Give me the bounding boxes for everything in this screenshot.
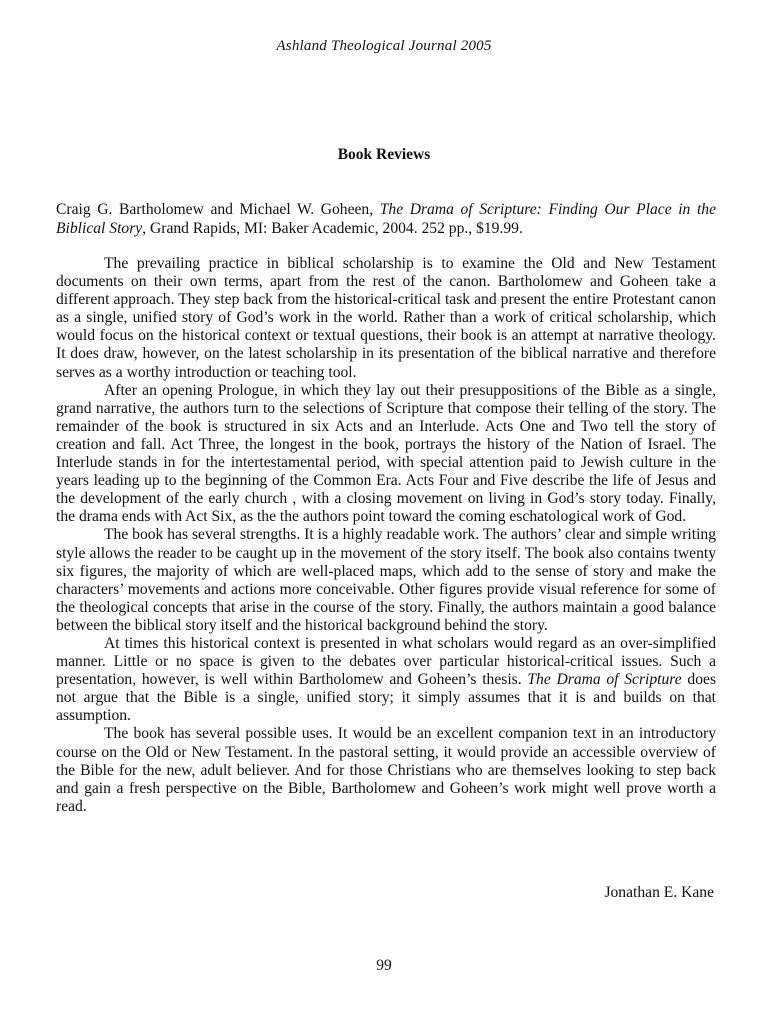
review-paragraph-4 xyxy=(56,635,716,725)
review-body xyxy=(56,255,716,816)
citation-authors: Craig G. Bartholomew and Michael W. Goheen, xyxy=(56,201,374,218)
paragraph-4-book-title: The Drama of Scripture xyxy=(527,671,682,689)
reviewer-signature: Jonathan E. Kane xyxy=(604,884,714,901)
review-paragraph-2: After an opening Prologue, in which they lay out their presuppositions of the Bible as a single, grand narrative, the authors turn to the selections of Scripture that compose their telling of the story. The remainder of the book is structured in six Acts and an Interlude. Acts One and Two tell the story of creation and fall. Act Three, the longest in the book, portrays the history of the Nation of Israel. The Interlude stands in for the intertestamental period, with special attention paid to Jewish culture in the years leading up to the beginning of the Common Era. Acts Four and Five describe the life of Jesus and the development of the early church , with a closing movement on living in God’s story today. Finally, the drama ends with Act Six, as the the authors point toward the coming eschatological work of God. xyxy=(56,381,716,526)
paragraph-4-text-start: At times this historical context is presented in what scholars would regard as an over-simplified manner. Little or no space is given to the debates over particular historical-critical issues. Such a presentation, however, is well within Bartholomew and Goheen’s thesis. xyxy=(56,634,716,689)
page-number: 99 xyxy=(376,957,392,974)
review-paragraph-1: The prevailing practice in biblical scholarship is to examine the Old and New Testament documents on their own terms, apart from the rest of the canon. Bartholomew and Goheen take a different approach. They step back from the historical-critical task and present the entire Protestant canon as a single, unified story of God’s work in the world. Rather than a work of critical scholarship, which would focus on the historical context or textual questions, their book is an attempt at narrative theology. It does draw, however, on the latest scholarship in its presentation of the biblical narrative and therefore serves as a worthy introduction or teaching tool. xyxy=(56,255,716,381)
citation-publication: , Grand Rapids, MI: Baker Academic, 2004. 252 pp., $19.99. xyxy=(142,219,523,237)
running-header: Ashland Theological Journal 2005 xyxy=(276,38,492,54)
section-title: Book Reviews xyxy=(337,146,431,163)
book-citation xyxy=(56,201,716,238)
review-paragraph-3: The book has several strengths. It is a highly readable work. The authors’ clear and simple writing style allows the reader to be caught up in the movement of the story itself. The book also contains twenty six figures, the majority of which are well-placed maps, which add to the sense of story and make the characters’ movements and actions more conceivable. Other figures provide visual reference for some of the theological concepts that arise in the course of the story. Finally, the authors maintain a good balance between the biblical story itself and the historical background behind the story. xyxy=(56,526,716,634)
review-paragraph-5: The book has several possible uses. It would be an excellent companion text in an introductory course on the Old or New Testament. In the pastoral setting, it would provide an accessible overview of the Bible for the new, adult believer. And for those Christians who are themselves looking to step back and gain a fresh perspective on the Bible, Bartholomew and Goheen’s work might well prove worth a read. xyxy=(56,725,716,815)
citation-book-title: The Drama of Scripture: Finding Our Place in the Biblical Story xyxy=(56,201,716,237)
paragraph-4-text-end: does not argue that the Bible is a single, unified story; it simply assumes that it is and builds on that assumption. xyxy=(56,671,717,725)
